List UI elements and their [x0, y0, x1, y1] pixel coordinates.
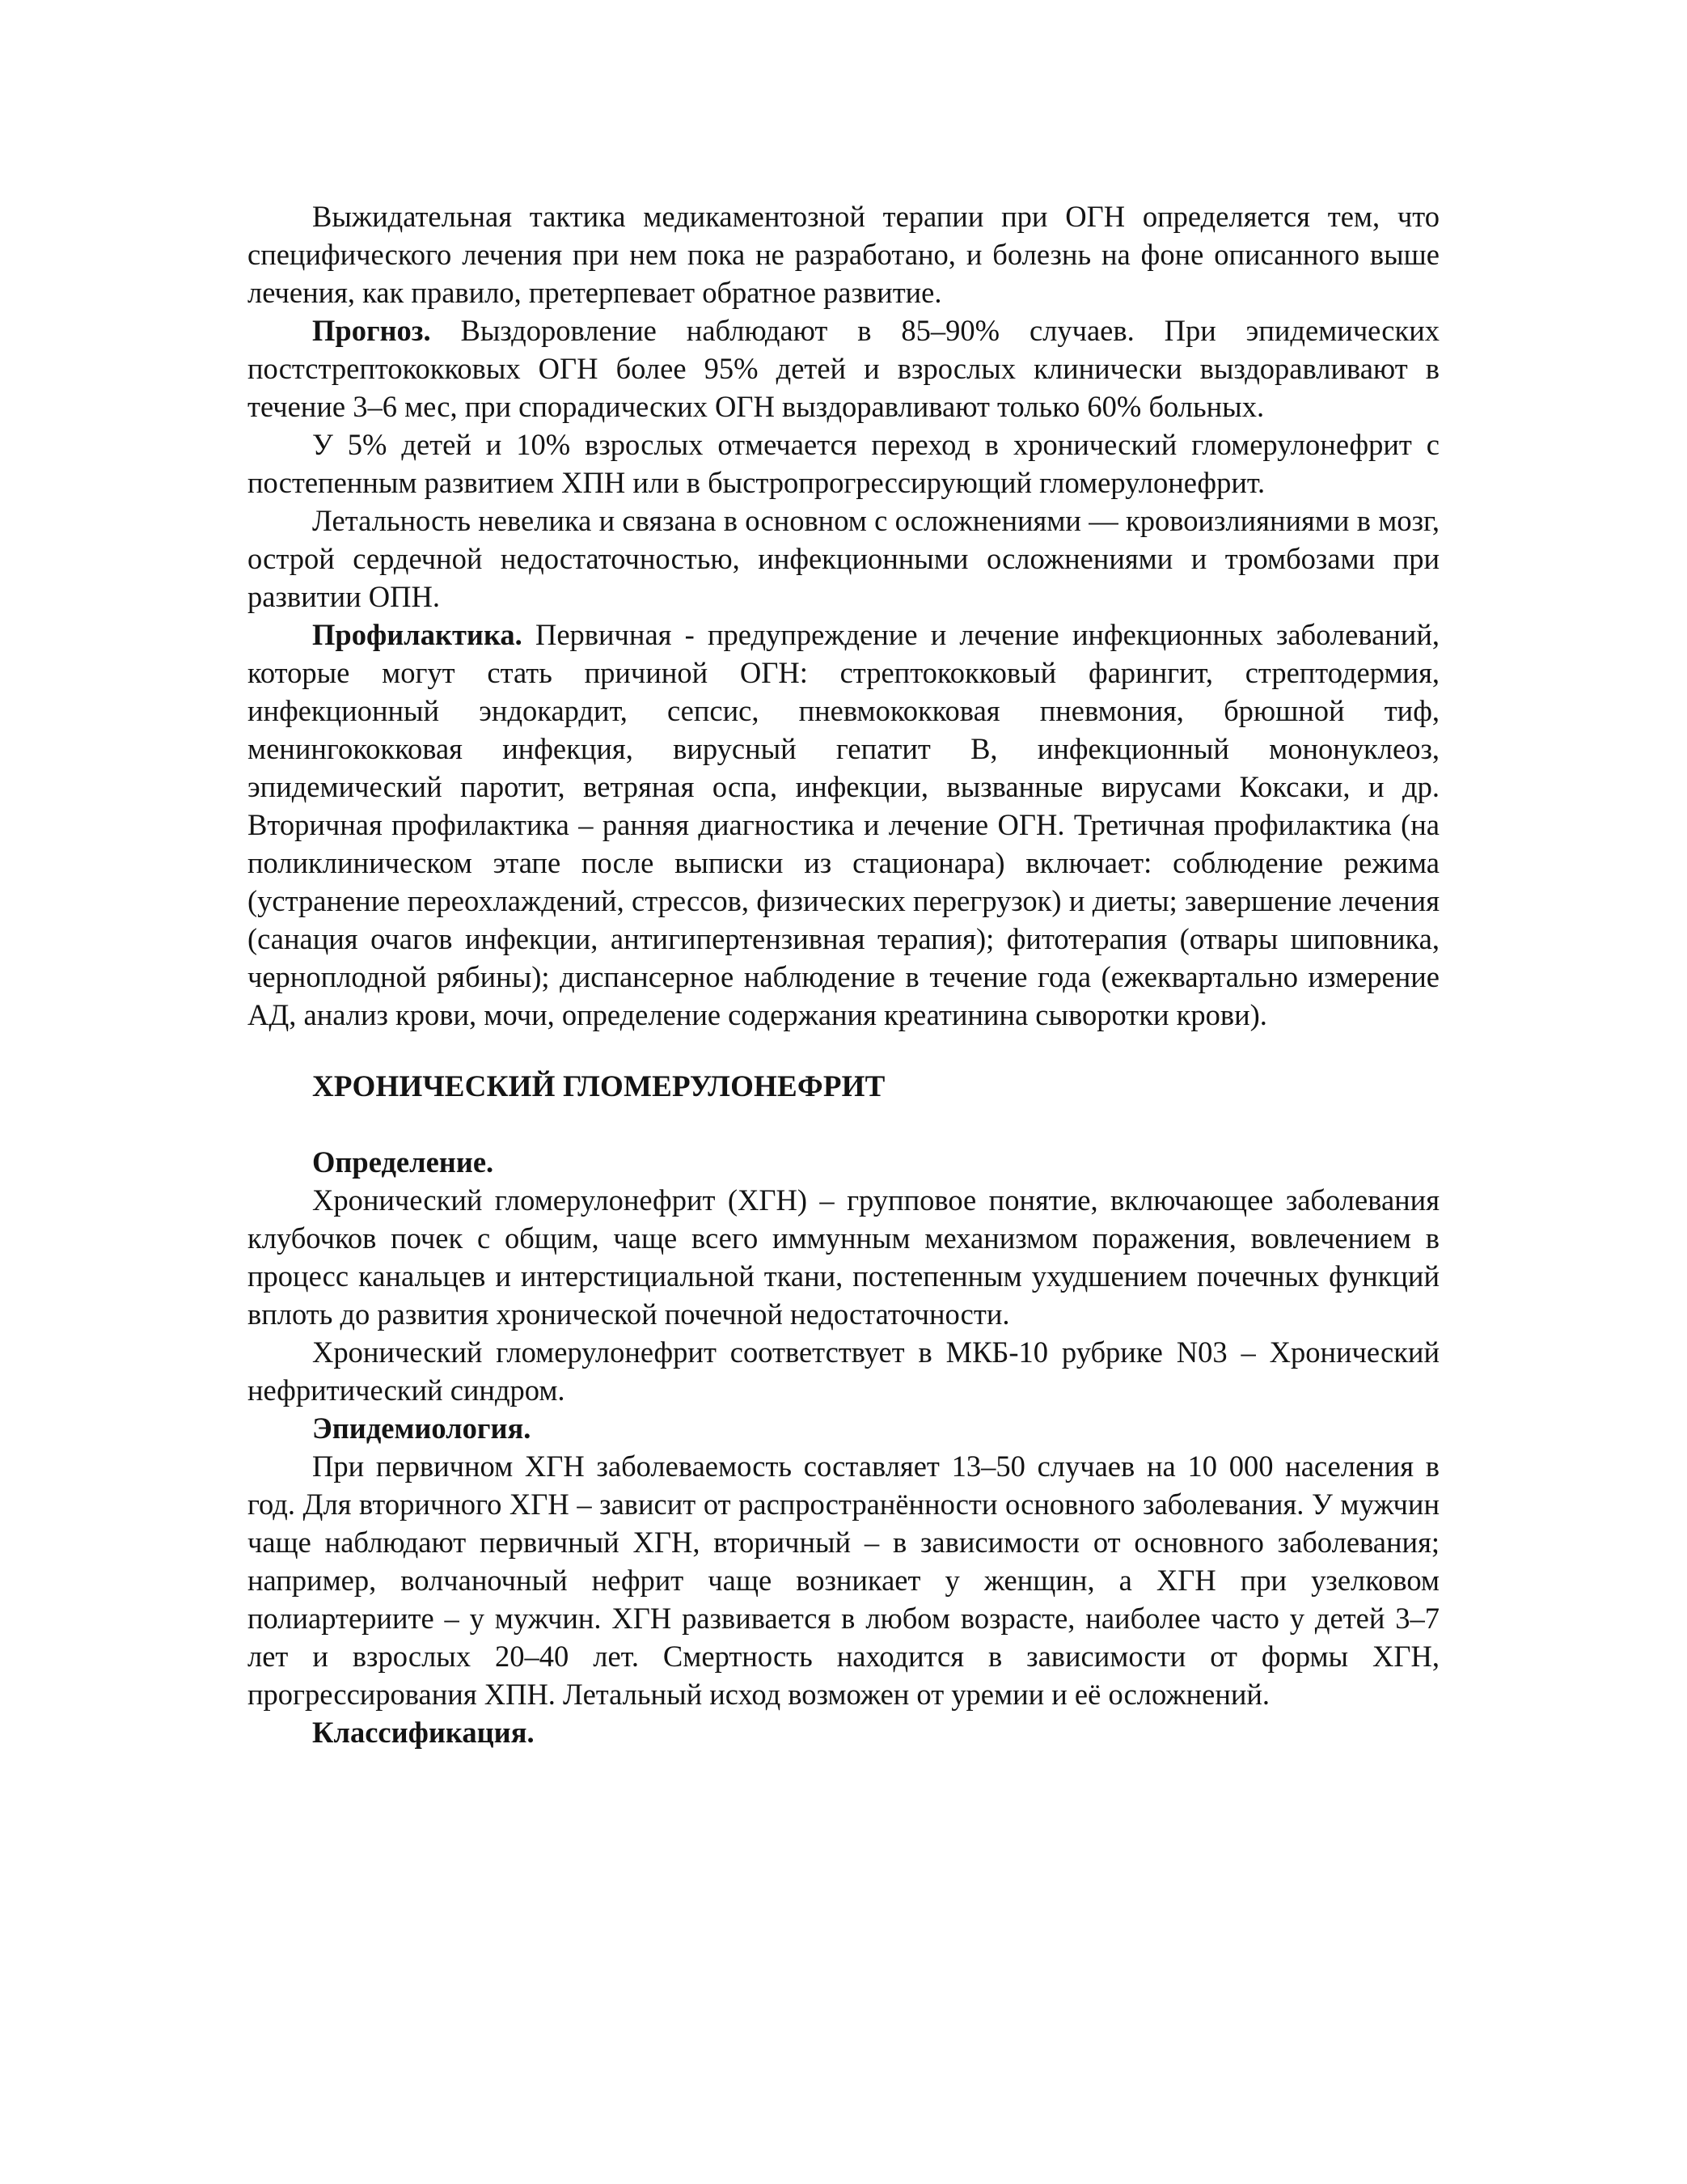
- paragraph-chronic-transition: У 5% детей и 10% взрослых отмечается переход в хронический гломерулонефрит с постепенным развитием ХПН или в быстропрогрессирующий гломерулонефрит.: [247, 428, 1440, 499]
- prevention-text: Первичная - предупреждение и лечение инфекционных заболеваний, которые могут стать причиной ОГН: стрептококковый фарингит, стрептодермия, инфекционный эндокардит, сепсис, пневмококковая пневмония, брюшной тиф, менингококковая инфекция, вирусный гепатит В, инфекционный мононуклеоз, эпидемический паротит, ветряная оспа, инфекции, вызванные вирусами Коксаки, и др. Вторичная профилактика – ранняя диагностика и лечение ОГН. Третичная профилактика (на поликлиническом этапе после выписки из стационара) включает: соблюдение режима (устранение переохлаждений, стрессов, физических перегрузок) и диеты; завершение лечения (санация очагов инфекции, антигипертензивная терапия); фитотерапия (отвары шиповника, черноплодной рябины); диспансерное наблюдение в течение года (ежеквартально измерение АД, анализ крови, мочи, определение содержания креатинина сыворотки крови).: [247, 618, 1440, 1031]
- classification-heading: Классификация.: [312, 1716, 535, 1749]
- definition-heading: Определение.: [312, 1145, 494, 1179]
- paragraph-prognosis: [247, 311, 1440, 425]
- section-title: ХРОНИЧЕСКИЙ ГЛОМЕРУЛОНЕФРИТ: [312, 1070, 886, 1103]
- prognosis-text: Выздоровление наблюдают в 85–90% случаев. При эпидемических постстрептококковых ОГН более 95% детей и взрослых клинически выздоравливают в течение 3–6 мес, при спорадических ОГН выздоравливают только 60% больных.: [247, 314, 1440, 423]
- paragraph-expectant-tactics: Выжидательная тактика медикаментозной терапии при ОГН определяется тем, что специфического лечения при нем пока не разработано, и болезнь на фоне описанного выше лечения, как правило, претерпевает обратное развитие.: [247, 200, 1440, 309]
- paragraph-epidemiology: При первичном ХГН заболеваемость составляет 13–50 случаев на 10 000 населения в год. Для вторичного ХГН – зависит от распространённости основного заболевания. У мужчин чаще наблюдают первичный ХГН, вторичный – в зависимости от основного заболевания; например, волчаночный нефрит чаще возникает у женщин, а ХГН при узелковом полиартериите – у мужчин. ХГН развивается в любом возрасте, наиболее часто у детей 3–7 лет и взрослых 20–40 лет. Смертность находится в зависимости от формы ХГН, прогрессирования ХПН. Летальный исход возможен от уремии и её осложнений.: [247, 1450, 1440, 1711]
- prevention-label: Профилактика.: [312, 618, 522, 651]
- prognosis-label: Прогноз.: [312, 314, 431, 347]
- paragraph-lethality: Летальность невелика и связана в основном с осложнениями — кровоизлияниями в мозг, острой сердечной недостаточностью, инфекционными осложнениями и тромбозами при развитии ОПН.: [247, 504, 1440, 613]
- document-page: [247, 197, 1440, 1751]
- epidemiology-heading: Эпидемиология.: [312, 1412, 531, 1445]
- paragraph-icd: Хронический гломерулонефрит соответствует в МКБ-10 рубрике N03 – Хронический нефритический синдром.: [247, 1335, 1440, 1407]
- paragraph-prevention: [247, 616, 1440, 1034]
- paragraph-definition: Хронический гломерулонефрит (ХГН) – групповое понятие, включающее заболевания клубочков почек с общим, чаще всего иммунным механизмом поражения, вовлечением в процесс канальцев и интерстициальной ткани, постепенным ухудшением почечных функций вплоть до развития хронической почечной недостаточности.: [247, 1183, 1440, 1331]
